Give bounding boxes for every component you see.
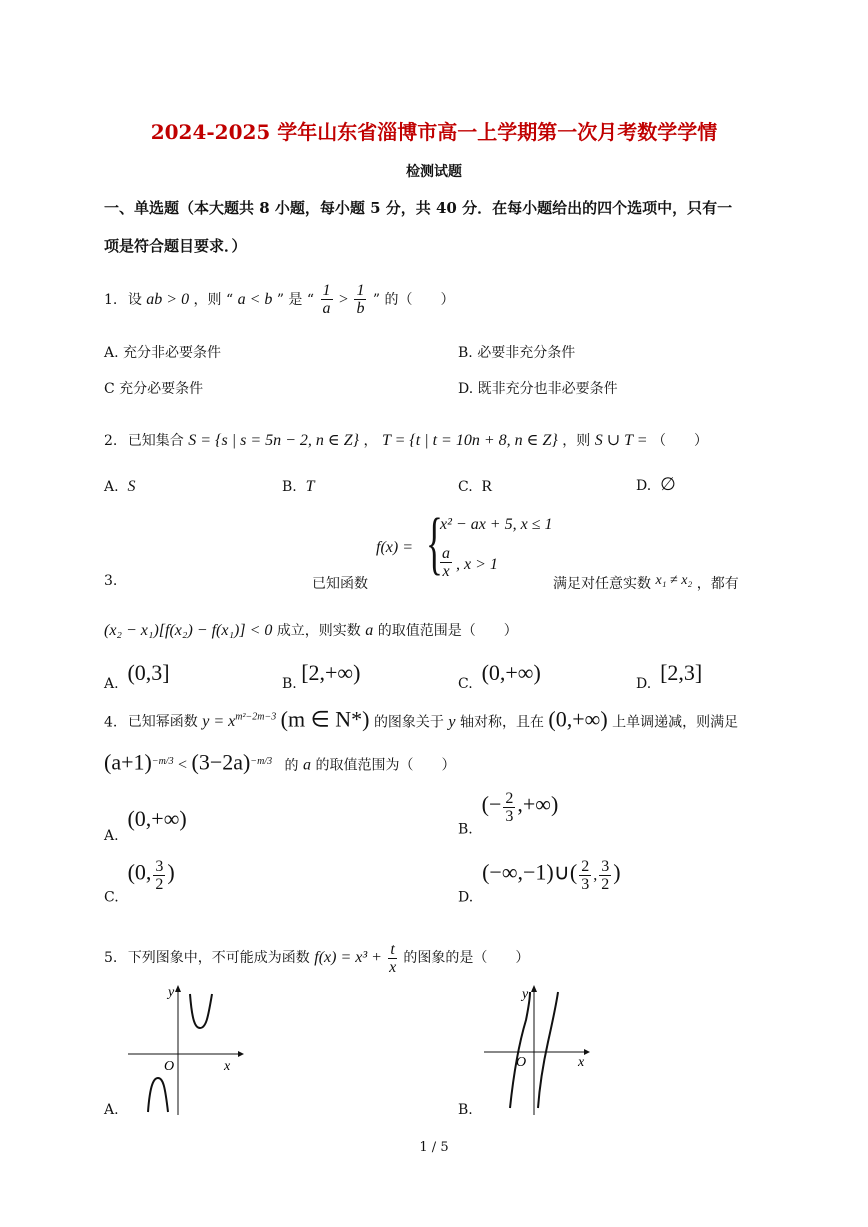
- q2-union: S ∪ T =: [594, 432, 648, 449]
- q2-set-t: T = {t | t = 10n + 8, n ∈ Z}: [381, 432, 558, 449]
- q5-graph-b[interactable]: [480, 980, 610, 1120]
- q4-power-function: $y = x^{m^2-2m-3}$: [202, 712, 277, 731]
- q3-condition-line: (x₂ − x₁)[f(x₂) − f(x₁)] < 0 成立，则实数 a 的取值范围是（ ）: [104, 622, 518, 639]
- graph-b-y-label: y: [522, 987, 529, 1002]
- question-1: 1. 设 ab > 0 ，则 “ a < b ” 是 “ $\frac{1}{a}$ > $\frac{1}{b}$ ” 的（ ）: [104, 282, 455, 317]
- q1-inequality: a < b: [237, 290, 273, 308]
- q5-graph-a[interactable]: [120, 980, 250, 1120]
- page-number: 1 / 5: [419, 1140, 449, 1155]
- q1-number: 1.: [104, 291, 118, 308]
- q4-number: 4.: [104, 714, 118, 731]
- q1-fraction-2: $\frac{1}{b}$: [356, 282, 365, 317]
- question-2: 2. 已知集合 S = {s | s = 5n − 2, n ∈ Z} ， T = {t | t = 10n + 8, n ∈ Z} ，则 S ∪ T = （ ）: [104, 432, 708, 449]
- q5-graph-b-label: B.: [458, 1102, 473, 1118]
- graph-a-x-label: x: [224, 1059, 231, 1074]
- q4-option-b[interactable]: B. (− $\frac{2}{3}$ ,+∞): [458, 790, 559, 838]
- graph-b-x-label: x: [578, 1055, 585, 1070]
- q3-inequality: (x₂ − x₁)[f(x₂) − f(x₁)] < 0: [104, 622, 273, 639]
- q2-option-c[interactable]: C. R: [458, 478, 493, 495]
- q2-option-d[interactable]: D. ∅: [636, 474, 676, 494]
- section-header-line1: 一、单选题（本大题共 8 小题，每小题 5 分，共 40 分．在每小题给出的四个选项中，只有一: [104, 199, 733, 217]
- q3-x-condition: x₁ ≠ x₂: [655, 573, 693, 588]
- paper-subtitle: 检测试题: [406, 164, 462, 180]
- graph-a-y-label: y: [168, 985, 175, 1000]
- q1-option-b[interactable]: B. 必要非充分条件: [458, 345, 576, 361]
- paper-title: 2024-2025 学年山东省淄博市高一上学期第一次月考数学学情: [150, 120, 718, 144]
- q2-option-a[interactable]: A. S: [104, 478, 136, 495]
- q1-option-d[interactable]: D. 既非充分也非必要条件: [458, 381, 618, 397]
- q3-option-c[interactable]: C. (0,+∞): [458, 660, 541, 692]
- question-4: 4. 已知幂函数 $y = x^{m^2-2m-3}$ (m ∈ N*) 的图象关于 y 轴对称，且在 (0,+∞) 上单调递减，则满足: [104, 706, 739, 732]
- q1-condition: ab > 0: [146, 290, 190, 308]
- q2-number: 2.: [104, 433, 118, 449]
- q2-set-s: S = {s | s = 5n − 2, n ∈ Z}: [188, 432, 360, 449]
- q5-number: 5.: [104, 950, 118, 966]
- q3-option-d[interactable]: D. [2,3]: [636, 660, 703, 692]
- q4-condition-line: $(a+1)^{-m/3} < (3-2a)^{-m/3}$ 的 a 的取值范围为（ ）: [104, 749, 456, 775]
- q1-fraction-1: $\frac{1}{a}$: [322, 282, 331, 317]
- q4-option-d[interactable]: D. (−∞,−1)∪( $\frac{2}{3}$ , $\frac{3}{2}$ ): [458, 858, 621, 906]
- q3-number: 3.: [104, 573, 118, 589]
- graph-a-origin: O: [164, 1059, 175, 1074]
- q2-option-b[interactable]: B. T: [282, 478, 315, 495]
- question-5: 5. 下列图象中，不可能成为函数 f(x) = x³ + $\frac{t}{x}$ 的图象的是（ ）: [104, 940, 530, 976]
- q4-option-c[interactable]: C. (0, $\frac{3}{2}$ ): [104, 858, 175, 906]
- graph-b-origin: O: [516, 1055, 527, 1070]
- q1-option-a[interactable]: A. 充分非必要条件: [104, 345, 222, 361]
- q4-option-a[interactable]: A. (0,+∞): [104, 806, 187, 844]
- q3-option-a[interactable]: A. (0,3]: [104, 660, 170, 692]
- q3-brace: {: [426, 505, 443, 582]
- section-header-line2: 项是符合题目要求．）: [104, 237, 247, 255]
- q1-option-c[interactable]: C 充分必要条件: [104, 381, 204, 397]
- q3-option-b[interactable]: B. [2,+∞): [282, 660, 361, 692]
- q5-graph-a-label: A.: [104, 1102, 119, 1118]
